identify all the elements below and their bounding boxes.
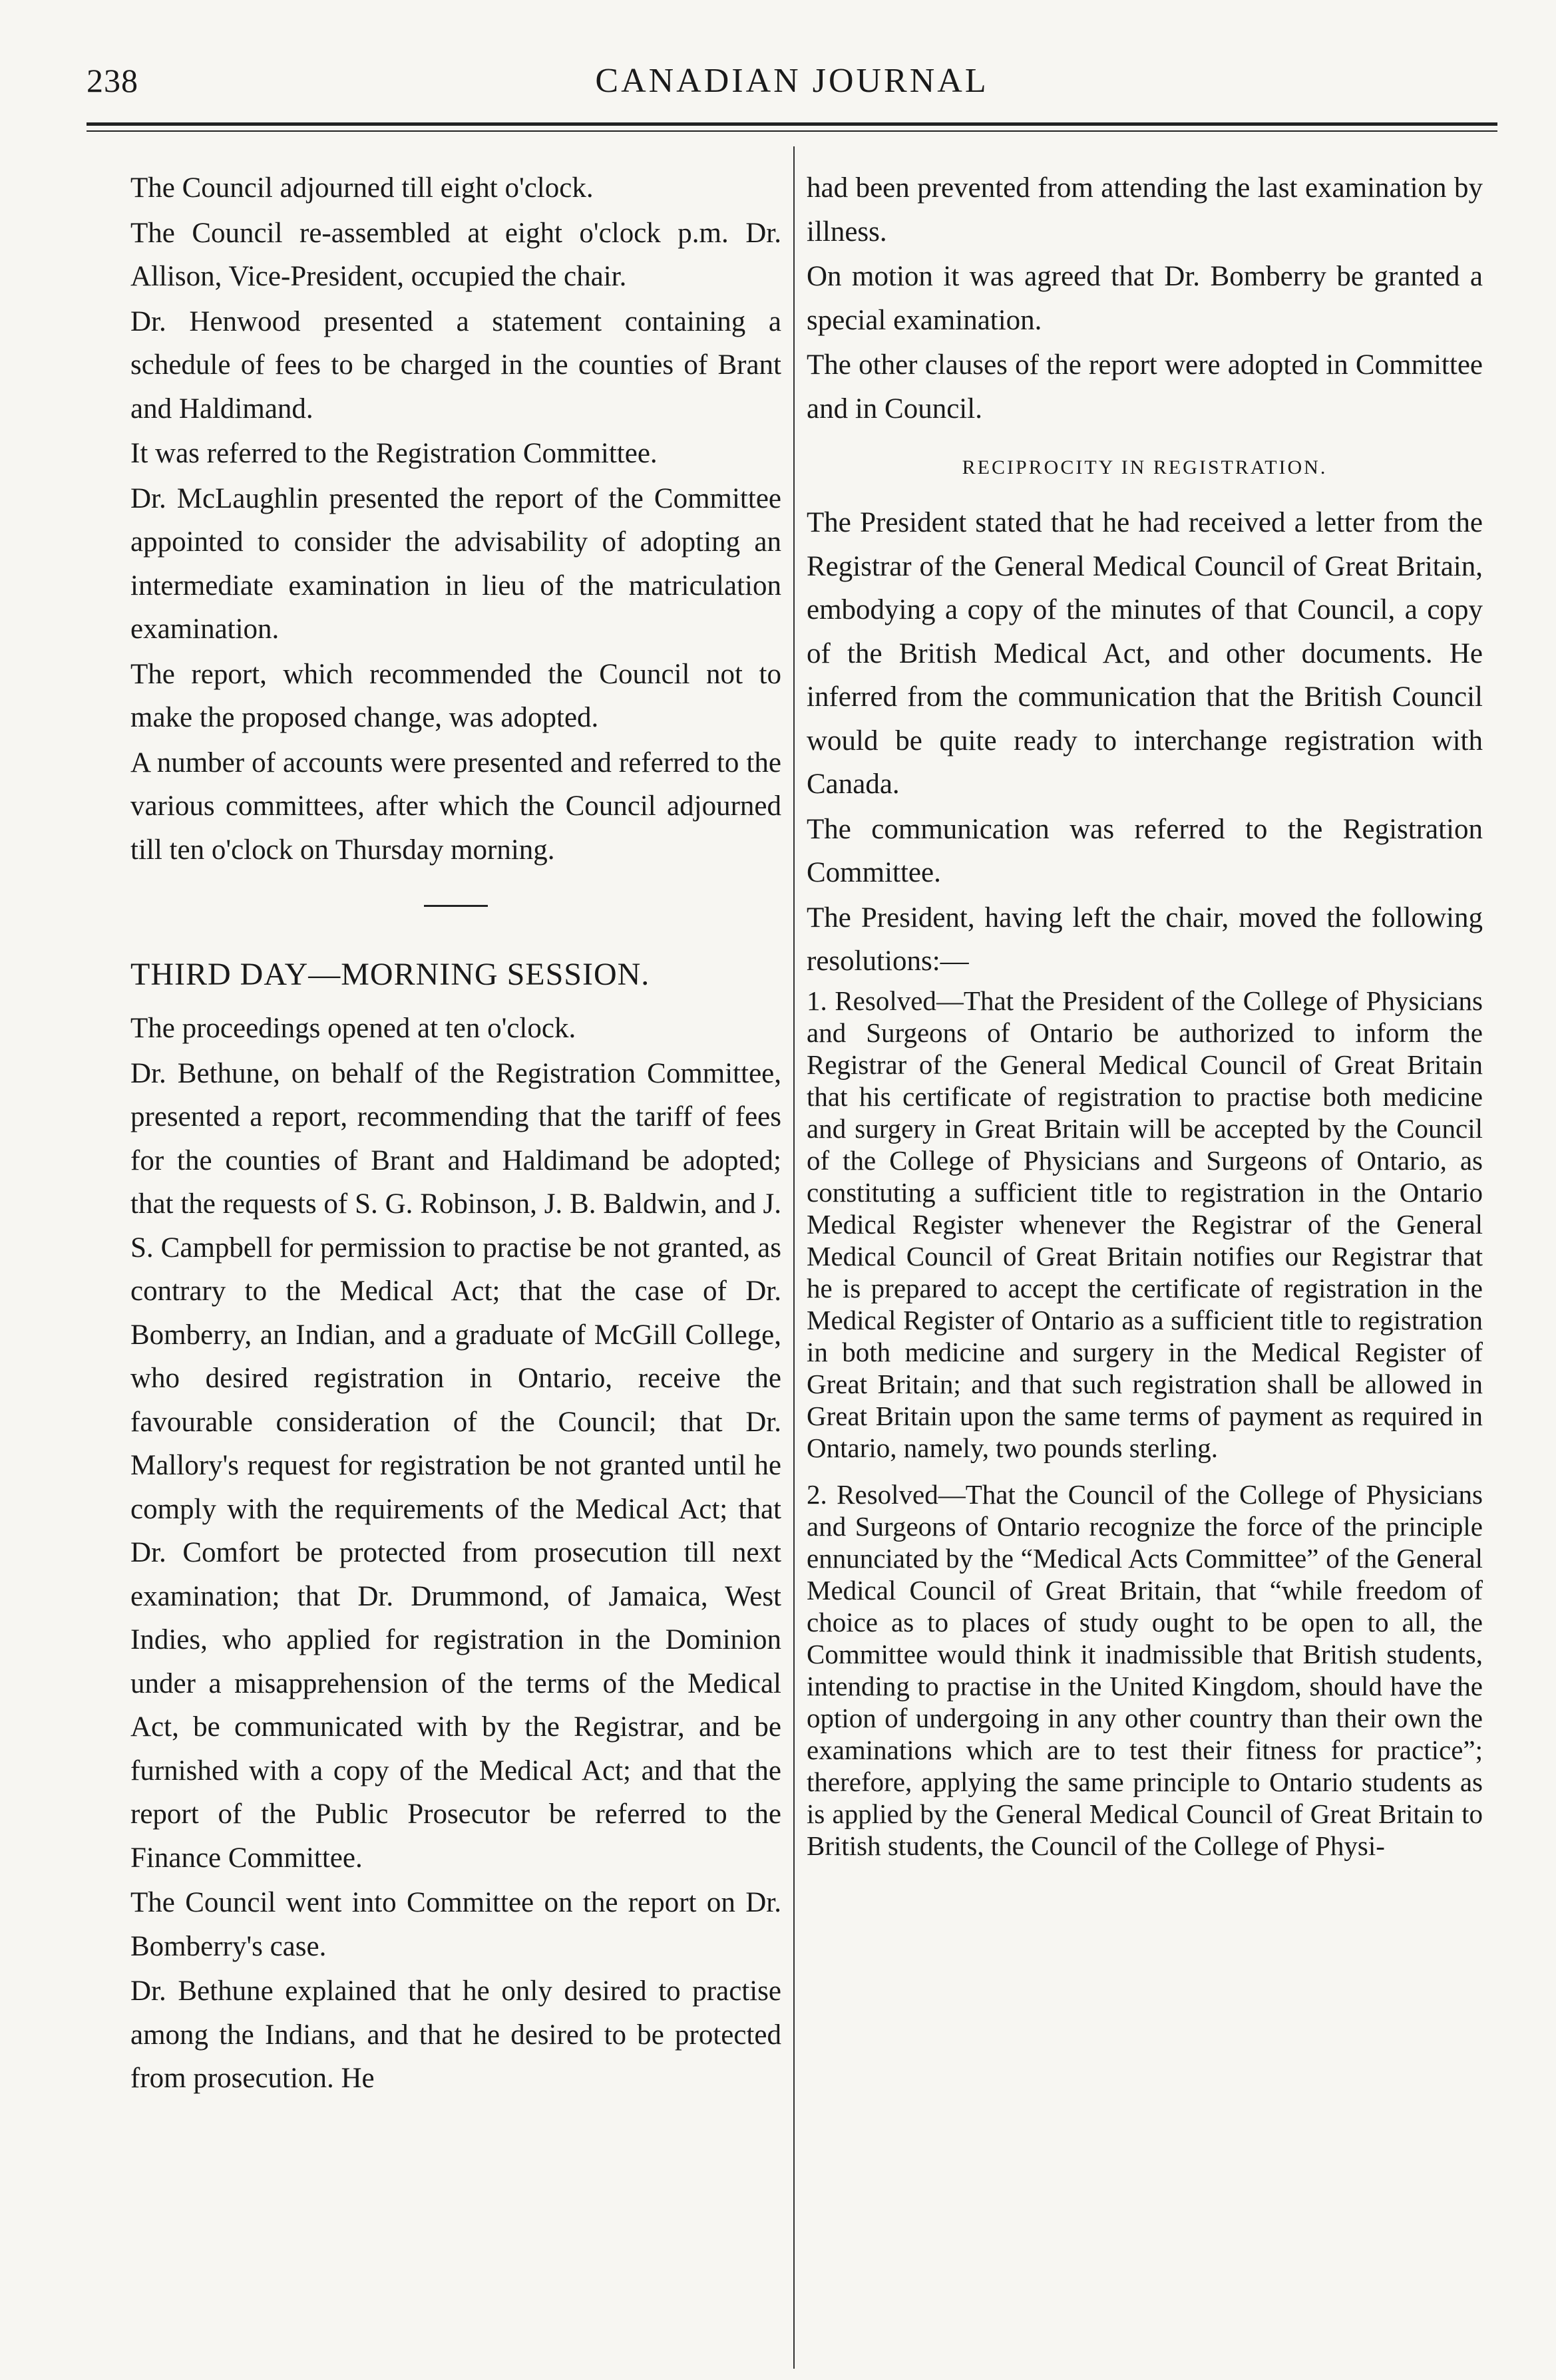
paragraph: had been prevented from attending the last examination by illness. xyxy=(807,172,1483,248)
column-divider xyxy=(793,146,795,2369)
resolution-2: 2. Resolved—That the Council of the College of Physicians and Surgeons of Ontario recognize the force of the principle ennunciated by the “Medical Acts Committee” of the General Medical Council of Great Britain, that “while freedom of choice as to places of study ought to be open to all, the Committee would think it inadmissible that British students, intending to practise in the United Kingdom, should have the option of undergoing in any other country than their own the examinations which are to test their fitness for practice”; therefore, applying the same principle to Ontario students as is applied by the General Medical Council of Great Britain to British students, the Council of the College of Physi- xyxy=(807,1478,1483,1861)
section-heading: THIRD DAY—MORNING SESSION. xyxy=(130,957,650,992)
header-rule-thin xyxy=(87,130,1497,132)
left-column xyxy=(130,166,781,2102)
right-column xyxy=(807,166,1483,1876)
paragraph: The proceedings opened at ten o'clock. xyxy=(130,1013,576,1044)
resolution-1: 1. Resolved—That the President of the College of Physicians and Surgeons of Ontario be authorized to inform the Registrar of the General Medical Council of Great Britain that his certificate of registration to practise both medicine and surgery in Great Britain will be accepted by the Council of the College of Physicians and Surgeons of Ontario, as constituting a sufficient title to registration in the Ontario Medical Register whenever the Registrar of the General Medical Council of Great Britain notifies our Registrar that he is prepared to accept the certificate of registration in the Medical Register of Ontario as a sufficient title to registration in both medicine and surgery in the Medical Register of Great Britain; and that such registration shall be allowed in Great Britain upon the same terms of payment as required in Ontario, namely, two pounds sterling. xyxy=(807,985,1483,1463)
running-head xyxy=(87,61,1497,114)
paragraph: Dr. Bethune, on behalf of the Registration Committee, presented a report, recommending that the tariff of fees for the counties of Brant and Haldimand be adopted; that the requests of S. G. Robinson, J. B. Baldwin, and J. S. Campbell for permission to practise be not granted, as contrary to the Medical Act; that the case of Dr. Bomberry, an Indian, and a graduate of McGill College, who desired registration in Ontario, receive the favourable consideration of the Council; that Dr. Mallory's request for registration be not granted until he comply with the requirements of the Medical Act; that Dr. Comfort be protected from prosecution till next examination; that Dr. Drummond, of Jamaica, West Indies, who applied for registration in the Dominion under a misapprehension of the terms of the Medical Act, be communicated with by the Registrar, and be furnished with a copy of the Medical Act; and that the report of the Public Prosecutor be referred to the Finance Committee. xyxy=(130,1057,781,1874)
paragraph: The Council re-assembled at eight o'clock p.m. Dr. Allison, Vice-President, occupied the chair. xyxy=(130,217,781,292)
journal-title: CANADIAN JOURNAL xyxy=(595,62,989,100)
paragraph: On motion it was agreed that Dr. Bomberry be granted a special examination. xyxy=(807,261,1483,336)
paragraph: The report, which recommended the Council not to make the proposed change, was adopted. xyxy=(130,658,781,733)
subheading: RECIPROCITY IN REGISTRATION. xyxy=(962,456,1328,478)
paragraph: Dr. McLaughlin presented the report of the Committee appointed to consider the advisability of adopting an intermediate examination in lieu of the matriculation examination. xyxy=(130,482,781,645)
paragraph: It was referred to the Registration Committee. xyxy=(130,438,658,469)
header-rule-thick xyxy=(87,122,1497,126)
paragraph: The President stated that he had received a letter from the Registrar of the General Medical Council of Great Britain, embodying a copy of the minutes of that Council, a copy of the British Medical Act, and other documents. He inferred from the communication that the British Council would be quite ready to interchange registration with Canada. xyxy=(807,507,1483,800)
paragraph: Dr. Bethune explained that he only desired to practise among the Indians, and that he desired to be protected from prosecution. He xyxy=(130,1975,781,2094)
paragraph: A number of accounts were presented and referred to the various committees, after which the Council adjourned till ten o'clock on Thursday morning. xyxy=(130,747,781,866)
paragraph: Dr. Henwood presented a statement containing a schedule of fees to be charged in the counties of Brant and Haldimand. xyxy=(130,305,781,425)
section-divider xyxy=(424,905,488,907)
paragraph: The other clauses of the report were adopted in Committee and in Council. xyxy=(807,349,1483,425)
paragraph: The President, having left the chair, moved the following resolutions:— xyxy=(807,902,1483,977)
page-number: 238 xyxy=(87,62,138,99)
paragraph: The Council adjourned till eight o'clock. xyxy=(130,172,594,204)
paragraph: The communication was referred to the Registration Committee. xyxy=(807,813,1483,888)
paragraph: The Council went into Committee on the report on Dr. Bomberry's case. xyxy=(130,1887,781,1962)
